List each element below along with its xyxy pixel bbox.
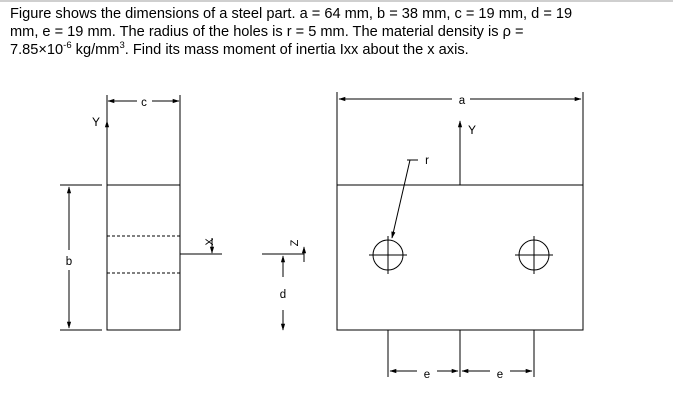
- density-unit: kg/mm: [71, 42, 120, 58]
- label-c: c: [141, 97, 147, 109]
- question-text: . Find its mass moment of inertia Ixx about the x axis.: [124, 42, 469, 58]
- label-y-front: Y: [468, 123, 477, 137]
- side-view-labels: [66, 97, 301, 301]
- front-view: [337, 92, 583, 377]
- problem-line-2: mm, e = 19 mm. The radius of the holes is r = 5 mm. The material density is ρ =: [10, 24, 524, 40]
- label-z: Z: [289, 239, 301, 247]
- front-view-block: [337, 185, 583, 330]
- label-b: b: [65, 256, 73, 268]
- label-r: r: [425, 155, 429, 167]
- side-view: [60, 95, 304, 330]
- density-unit-exponent: 3: [119, 40, 125, 52]
- side-view-block: [107, 185, 180, 330]
- density-value: 7.85×10: [10, 42, 64, 58]
- label-a: a: [458, 95, 466, 107]
- front-view-labels: [424, 95, 503, 381]
- label-e-right: e: [496, 369, 504, 381]
- label-y-side: Y: [91, 115, 101, 129]
- label-d: d: [279, 289, 287, 301]
- r-leader: [392, 160, 410, 238]
- label-e-left: e: [423, 369, 431, 381]
- problem-line-1: Figure shows the dimensions of a steel part. a = 64 mm, b = 38 mm, c = 19 mm, d = 19: [10, 6, 573, 22]
- density-exponent: -6: [63, 40, 72, 52]
- label-x: X: [204, 238, 216, 246]
